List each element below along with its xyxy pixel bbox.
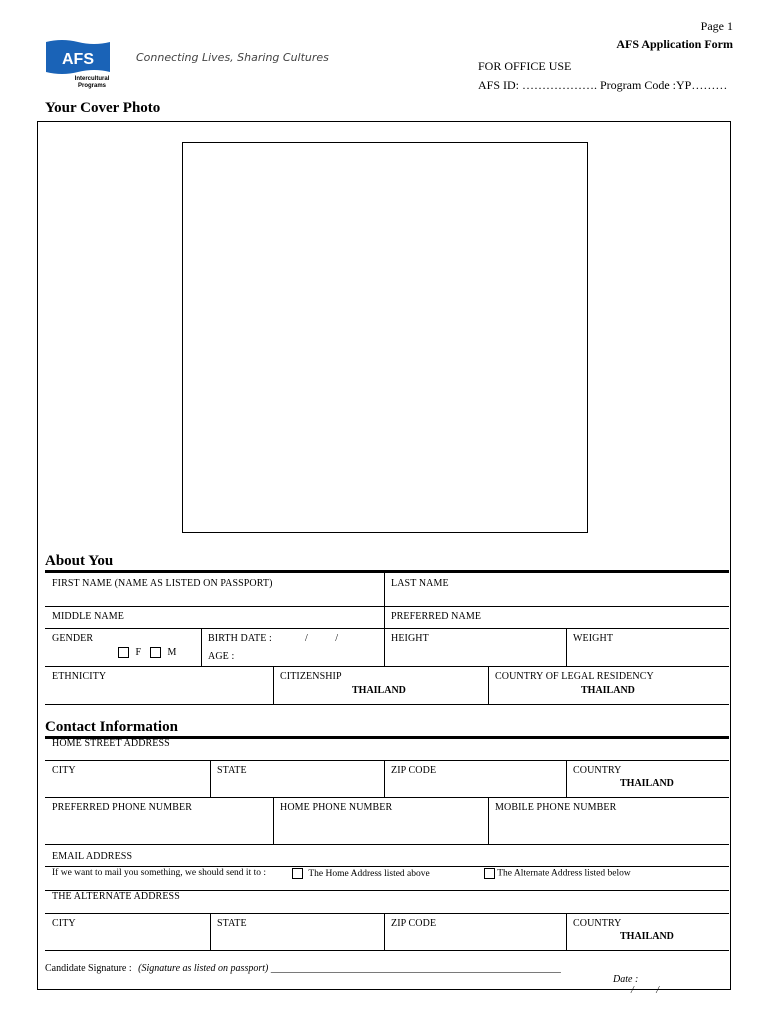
date-label: Date : — [613, 974, 639, 985]
alt-country-field[interactable]: COUNTRY — [573, 918, 622, 929]
signature-line[interactable]: __________________________________________________________ — [270, 963, 561, 974]
gender-m-option[interactable] — [150, 647, 176, 658]
home-street-field[interactable]: HOME STREET ADDRESS — [52, 738, 170, 749]
gender-f-option[interactable] — [118, 647, 141, 658]
birth-date-slashes: / / — [305, 633, 339, 644]
signature-label: Candidate Signature : — [45, 963, 132, 974]
form-title: AFS Application Form — [616, 37, 733, 51]
alt-zip-field[interactable]: ZIP CODE — [391, 918, 437, 929]
birth-date-field[interactable]: BIRTH DATE : — [208, 633, 272, 644]
mail-home-label: The Home Address listed above — [308, 868, 430, 879]
divider — [45, 950, 729, 951]
citizenship-field[interactable]: CITIZENSHIP — [280, 671, 342, 682]
signature-hint: (Signature as listed on passport) — [138, 963, 269, 974]
gender-label: GENDER — [52, 633, 94, 644]
first-name-field[interactable]: FIRST NAME (NAME AS LISTED ON PASSPORT) — [52, 578, 273, 589]
afs-logo-flag-icon — [42, 38, 114, 90]
alt-city-field[interactable]: CITY — [52, 918, 76, 929]
divider — [45, 844, 729, 845]
svg-text:AFS: AFS — [62, 51, 94, 68]
mail-alt-label: The Alternate Address listed below — [497, 868, 631, 879]
gender-f-label: F — [135, 647, 142, 658]
home-phone-field[interactable]: HOME PHONE NUMBER — [280, 802, 393, 813]
checkbox-alternate-address[interactable] — [484, 868, 495, 879]
contact-heading: Contact Information — [45, 719, 178, 735]
mail-prompt: If we want to mail you something, we should send it to : — [52, 868, 266, 878]
state-field[interactable]: STATE — [217, 765, 247, 776]
last-name-field[interactable]: LAST NAME — [391, 578, 449, 589]
weight-field[interactable]: WEIGHT — [573, 633, 614, 644]
residency-value: THAILAND — [581, 685, 635, 696]
afs-id-line: AFS ID: ………………. Program Code :YP……… — [478, 78, 728, 92]
mail-home-option[interactable] — [292, 868, 430, 879]
afs-logo — [42, 38, 114, 90]
checkbox-f[interactable] — [118, 647, 129, 658]
checkbox-m[interactable] — [150, 647, 161, 658]
date-row[interactable] — [608, 963, 659, 996]
citizenship-value: THAILAND — [352, 685, 406, 696]
divider — [45, 704, 729, 705]
date-slashes: / / — [631, 985, 660, 996]
page-number: Page 1 — [700, 19, 733, 33]
about-you-heading: About You — [45, 553, 114, 569]
alt-country-value: THAILAND — [620, 931, 674, 942]
height-field[interactable]: HEIGHT — [391, 633, 429, 644]
cover-photo-heading: Your Cover Photo — [45, 100, 161, 116]
signature-row[interactable] — [45, 963, 561, 974]
zip-field[interactable]: ZIP CODE — [391, 765, 437, 776]
svg-text:Intercultural: Intercultural — [74, 76, 110, 82]
alt-state-field[interactable]: STATE — [217, 918, 247, 929]
city-field[interactable]: CITY — [52, 765, 76, 776]
divider — [45, 866, 729, 867]
mobile-phone-field[interactable]: MOBILE PHONE NUMBER — [495, 802, 617, 813]
office-use-label: FOR OFFICE USE — [478, 59, 572, 73]
email-field[interactable]: EMAIL ADDRESS — [52, 851, 133, 862]
checkbox-home-address[interactable] — [292, 868, 303, 879]
country-field[interactable]: COUNTRY — [573, 765, 622, 776]
preferred-phone-field[interactable]: PREFERRED PHONE NUMBER — [52, 802, 192, 813]
ethnicity-field[interactable]: ETHNICITY — [52, 671, 107, 682]
middle-name-field[interactable]: MIDDLE NAME — [52, 611, 124, 622]
country-value: THAILAND — [620, 778, 674, 789]
preferred-name-field[interactable]: PREFERRED NAME — [391, 611, 482, 622]
age-field[interactable]: AGE : — [208, 651, 235, 662]
mail-alt-option[interactable] — [484, 868, 631, 879]
tagline: Connecting Lives, Sharing Cultures — [136, 51, 329, 64]
residency-field[interactable]: COUNTRY OF LEGAL RESIDENCY — [495, 671, 654, 682]
alternate-address-field[interactable]: THE ALTERNATE ADDRESS — [52, 891, 180, 902]
gender-m-label: M — [167, 647, 177, 658]
svg-text:Programs: Programs — [77, 83, 107, 89]
cover-photo-box[interactable] — [182, 142, 588, 533]
